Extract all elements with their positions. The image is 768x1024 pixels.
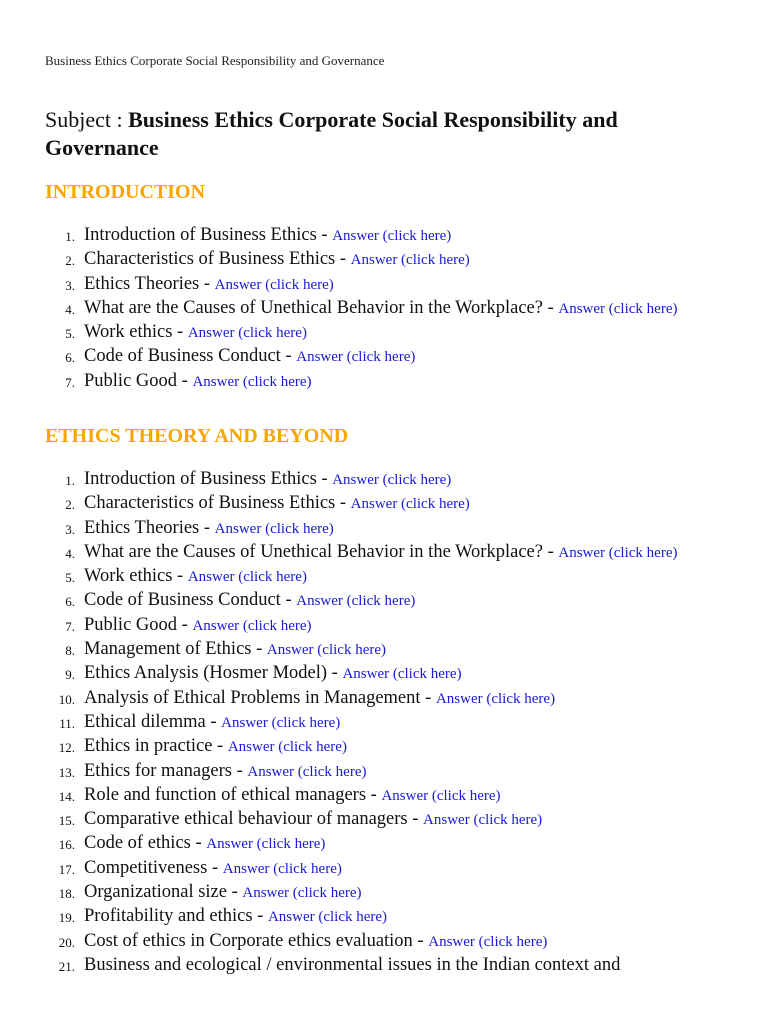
list-item-number: 5. — [65, 570, 75, 586]
list-item-number: 5. — [65, 326, 75, 342]
list-item-number: 20. — [58, 934, 75, 950]
list-item-title: Public Good - — [84, 614, 193, 635]
list-item — [45, 321, 735, 345]
list-item-title: Organizational size - — [84, 882, 243, 903]
list-item-number: 6. — [65, 594, 75, 610]
answer-link[interactable]: Answer (click here) — [187, 569, 307, 586]
answer-link[interactable]: Answer (click here) — [242, 885, 362, 902]
list-item-title: Competitiveness - — [84, 857, 223, 878]
list-item-title: Profitability and ethics - — [84, 906, 268, 927]
section-heading-introduction: INTRODUCTION — [45, 181, 206, 203]
answer-link[interactable]: Answer (click here) — [558, 300, 678, 317]
answer-link[interactable]: Answer (click here) — [558, 544, 678, 561]
answer-link[interactable]: Answer (click here) — [192, 373, 312, 390]
list-item-title: Role and function of ethical managers - — [84, 784, 382, 805]
answer-link[interactable]: Answer (click here) — [221, 714, 341, 731]
list-item-number: 4. — [65, 545, 75, 561]
list-item — [45, 273, 735, 297]
list-item — [45, 881, 735, 905]
list-item-number: 3. — [65, 521, 75, 537]
list-item-title: Cost of ethics in Corporate ethics evaluation - — [84, 930, 429, 951]
list-item — [45, 930, 735, 954]
answer-link[interactable]: Answer (click here) — [350, 496, 470, 513]
answer-link[interactable]: Answer (click here) — [435, 690, 556, 707]
list-item — [45, 589, 735, 613]
list-item-title: Public Good - — [84, 370, 193, 391]
list-item — [45, 857, 735, 881]
answer-link[interactable]: Answer (click here) — [267, 909, 388, 926]
answer-link[interactable]: Answer (click here) — [296, 593, 416, 610]
answer-link[interactable]: Answer (click here) — [214, 276, 334, 293]
list-item — [45, 784, 735, 808]
list-item-number: 9. — [65, 667, 75, 683]
list-item-title: Business and ecological / environmental issues in the Indian context and — [84, 954, 621, 975]
topic-list-ethics-theory — [45, 468, 735, 977]
list-item-number: 11. — [59, 715, 75, 731]
answer-link[interactable]: Answer (click here) — [381, 787, 501, 804]
subject-name: Business Ethics Corporate Social Responsibility and Governance — [45, 107, 618, 160]
list-item — [45, 711, 735, 735]
list-item — [45, 638, 735, 662]
list-item-number: 12. — [58, 740, 75, 756]
list-item-title: Ethics in practice - — [84, 736, 228, 757]
list-item — [45, 492, 735, 516]
list-item-number: 16. — [58, 837, 75, 853]
answer-link[interactable]: Answer (click here) — [222, 860, 342, 877]
list-item-title: Management of Ethics - — [84, 639, 267, 660]
list-item-title: Ethics for managers - — [84, 760, 248, 781]
subject-label: Subject : — [45, 107, 129, 132]
list-item-title: Code of Business Conduct - — [84, 346, 297, 367]
list-item — [45, 370, 735, 394]
list-item — [45, 614, 735, 638]
answer-link[interactable]: Answer (click here) — [187, 325, 307, 342]
list-item-title: Code of ethics - — [84, 833, 207, 854]
list-item — [45, 517, 735, 541]
list-item-title: Work ethics - — [84, 322, 188, 343]
list-item — [45, 297, 735, 321]
list-item-number: 10. — [58, 691, 75, 707]
answer-link[interactable]: Answer (click here) — [206, 836, 326, 853]
answer-link[interactable]: Answer (click here) — [227, 739, 347, 756]
list-item-title: Introduction of Business Ethics - — [84, 225, 333, 245]
list-item-number: 7. — [65, 374, 75, 390]
list-item-number: 3. — [65, 277, 75, 293]
list-item-number: 15. — [58, 813, 75, 829]
list-item — [45, 345, 735, 369]
answer-link[interactable]: Answer (click here) — [266, 642, 386, 659]
list-item-title: What are the Causes of Unethical Behavior in the Workplace? - — [84, 541, 559, 562]
answer-link[interactable]: Answer (click here) — [192, 617, 312, 634]
list-item-number: 2. — [65, 497, 75, 513]
answer-link[interactable]: Answer (click here) — [350, 252, 470, 269]
list-item — [45, 760, 735, 784]
list-item — [45, 224, 735, 248]
list-item-title: Ethics Theories - — [84, 273, 215, 294]
list-item-number: 18. — [58, 886, 75, 902]
list-item — [45, 905, 735, 929]
list-item-number: 21. — [58, 958, 75, 974]
answer-link[interactable]: Answer (click here) — [332, 472, 452, 488]
answer-link[interactable]: Answer (click here) — [332, 228, 452, 244]
list-item-title: Introduction of Business Ethics - — [84, 469, 333, 489]
list-item — [45, 735, 735, 759]
list-item-title: Analysis of Ethical Problems in Management - — [84, 687, 436, 708]
list-item-title: Ethics Analysis (Hosmer Model) - — [84, 663, 343, 684]
list-item — [45, 565, 735, 589]
subject-title — [45, 106, 735, 162]
answer-link[interactable]: Answer (click here) — [428, 933, 548, 950]
running-header: Business Ethics Corporate Social Responsibility and Governance — [45, 53, 385, 68]
list-item-title: What are the Causes of Unethical Behavior in the Workplace? - — [84, 297, 559, 318]
answer-link[interactable]: Answer (click here) — [423, 812, 543, 829]
list-item — [45, 832, 735, 856]
list-item-number: 19. — [58, 910, 75, 926]
list-item-number: 17. — [58, 861, 75, 877]
list-item-title: Characteristics of Business Ethics - — [84, 493, 351, 514]
answer-link[interactable]: Answer (click here) — [247, 763, 367, 780]
list-item-number: 8. — [65, 643, 75, 659]
list-item-title: Characteristics of Business Ethics - — [84, 249, 351, 270]
list-item-number: 2. — [65, 253, 75, 269]
list-item-title: Work ethics - — [84, 566, 188, 587]
section-heading-ethics-theory: ETHICS THEORY AND BEYOND — [45, 425, 349, 447]
list-item-title: Code of Business Conduct - — [84, 590, 297, 611]
list-item — [45, 954, 735, 977]
list-item-title: Ethics Theories - — [84, 517, 215, 538]
list-item-title: Comparative ethical behaviour of managers - — [84, 809, 424, 830]
answer-link[interactable]: Answer (click here) — [214, 520, 334, 537]
topic-list-introduction — [45, 224, 735, 394]
list-item — [45, 687, 735, 711]
answer-link[interactable]: Answer (click here) — [296, 349, 416, 366]
list-item-number: 1. — [65, 229, 75, 244]
list-item-number: 13. — [58, 764, 75, 780]
list-item — [45, 808, 735, 832]
list-item — [45, 662, 735, 686]
list-item — [45, 541, 735, 565]
list-item-number: 6. — [65, 350, 75, 366]
list-item-number: 1. — [65, 473, 75, 488]
list-item-number: 4. — [65, 301, 75, 317]
list-item-number: 14. — [58, 788, 75, 804]
list-item — [45, 468, 735, 492]
list-item — [45, 248, 735, 272]
list-item-number: 7. — [65, 618, 75, 634]
answer-link[interactable]: Answer (click here) — [342, 666, 462, 683]
list-item-title: Ethical dilemma - — [84, 711, 222, 732]
